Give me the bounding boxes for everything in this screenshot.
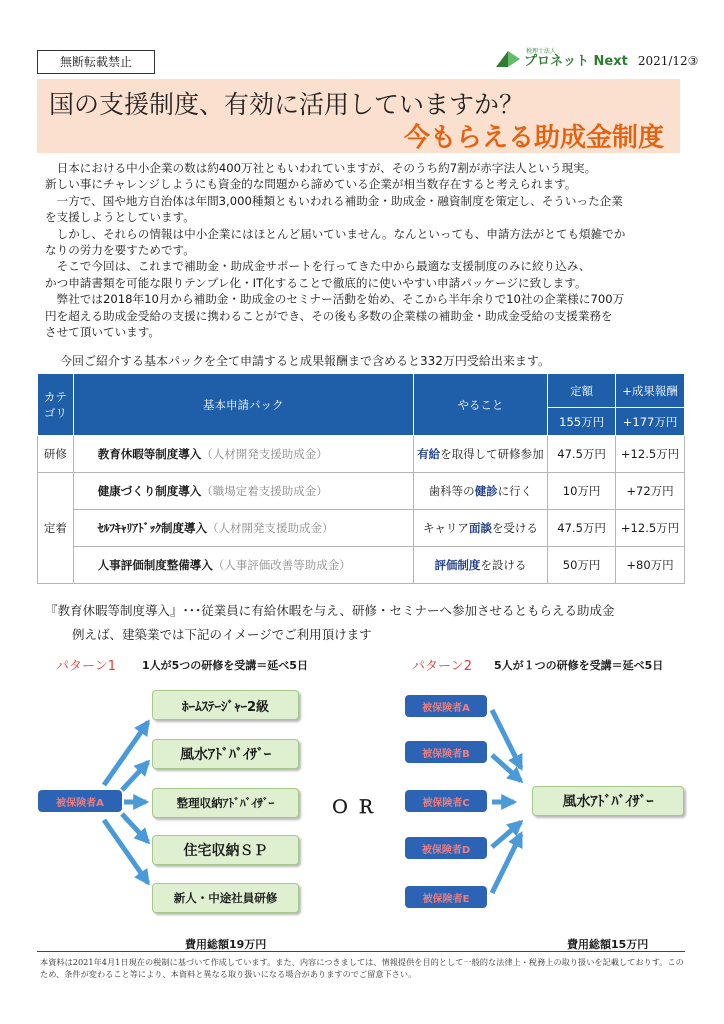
course-box: ﾎｰﾑｽﾃｰｼﾞｬｰ2級 (152, 690, 299, 720)
row-package: ｾﾙﾌｷｬﾘｱﾄﾞｯｸ制度導入（人材開発支援助成金） (73, 510, 413, 547)
course-box: 風水ｱﾄﾞﾊﾞｲｻﾞｰ (532, 786, 684, 816)
pattern1-source-insured: 被保険者A (38, 790, 122, 812)
pattern2-insured: 被保険者D (405, 837, 487, 859)
row-reward: +80万円 (616, 547, 685, 584)
row-action: 有給を取得して研修参加 (413, 436, 547, 473)
arrow-icon (122, 814, 148, 842)
row-fee: 47.5万円 (548, 436, 616, 473)
disclaimer-footnote: 本資料は2021年4月1日現在の税制に基づいて作成しています。また、内容につきましては、情報提供を目的として一般的な法律上・税務上の取り扱いを記載しておりす。このため、条件が変わること等により、本資料と異なる取り扱いになる場合がありますのでご留意下さい。 (40, 957, 684, 979)
page-title: 国の支援制度、有効に活用していますか？ (49, 90, 525, 119)
row-package: 人事評価制度整備導入（人事評価改善等助成金） (73, 547, 413, 584)
or-label: ＯＲ (331, 797, 383, 818)
header-fee: 定額 (548, 374, 616, 408)
footer-divider (37, 951, 685, 952)
no-reprint-stamp: 無断転載禁止 (37, 50, 155, 74)
header-package: 基本申請パック (73, 374, 413, 436)
pattern1-description: 1人が5つの研修を受講＝延べ5日 (142, 659, 308, 672)
pattern2-insured: 被保険者C (405, 790, 487, 812)
pattern1-title: パターン1 (56, 659, 117, 674)
row-fee: 10万円 (548, 473, 616, 510)
example-line: 例えば、建築業では下記のイメージでご利用頂けます (72, 627, 372, 642)
arrow-icon (104, 722, 148, 785)
intro-paragraph: 一方で、国や地方自治体は年間3,000種類ともいわれる補助金・助成金・融資制度を策定し、そういった企業 を支援しようとしています。 (45, 193, 623, 225)
pattern1-total-cost: 費用総額19万円 (185, 938, 267, 951)
total-reward: +177万円 (616, 408, 685, 436)
page-subtitle: 今もらえる助成金制度 (403, 123, 664, 153)
pattern2-total-cost: 費用総額15万円 (567, 938, 649, 951)
intro-paragraph: 日本における中小企業の数は約400万社ともいわれていますが、そのうち約7割が赤字法人という現実。 新しい事にチャレンジしようにも資金的な問題から諦めている企業が相当数存在すると考えられます。 (45, 161, 597, 192)
lead-sentence: 今回ご紹介する基本パックを全て申請すると成果報酬まで含めると332万円受給出来ます。 (60, 354, 550, 368)
course-box: 住宅収納ＳＰ (152, 835, 299, 865)
pattern2-insured: 被保険者B (405, 741, 487, 763)
row-fee: 47.5万円 (548, 510, 616, 547)
pattern2-insured: 被保険者A (405, 695, 487, 717)
issue-date: 2021/12③ (637, 54, 699, 68)
row-package: 健康づくり制度導入（職場定着支援助成金） (73, 473, 413, 510)
row-category: 研修 (38, 436, 74, 473)
row-fee: 50万円 (548, 547, 616, 584)
row-action: キャリア面談を受ける (413, 510, 547, 547)
course-box: 整理収納ｱﾄﾞﾊﾞｲｻﾞｰ (152, 788, 299, 818)
header-action: やること (413, 374, 547, 436)
pattern2-title: パターン2 (412, 659, 473, 674)
row-action: 歯科等の健診に行く (413, 473, 547, 510)
course-box: 風水ｱﾄﾞﾊﾞｲｻﾞｰ (152, 739, 299, 769)
arrow-icon (122, 762, 148, 790)
intro-paragraph: 弊社では2018年10月から補助金・助成金のセミナー活動を始め、そこから半年余りで10社の企業様に700万 円を超える助成金受給の支援に携わることができ、その後も多数の企業様の補助金・助成金受給の支援業務を させて頂いています。 (45, 292, 625, 340)
pattern2-description: 5人が１つの研修を受講＝延べ5日 (494, 659, 664, 672)
explanation-line: 『教育休暇等制度導入』･･･従業員に有給休暇を与え、研修・セミナーへ参加させるともらえる助成金 (45, 603, 615, 618)
arrow-icon (104, 820, 148, 883)
intro-paragraph: そこで今回は、これまで補助金・助成金サポートを行ってきた中から最適な支援制度のみに絞り込み、 かつ申請書類を可能な限りテンプレ化・IT化することで徹底的に使いやすい申請パッケージに致します。 (45, 259, 591, 290)
total-fee: 155万円 (548, 408, 616, 436)
pattern2-insured: 被保険者E (405, 886, 487, 908)
brand-subtitle: 税理士法人 (526, 47, 557, 55)
row-reward: +72万円 (616, 473, 685, 510)
row-category: 定着 (38, 473, 74, 584)
brand-name: プロネット Next (524, 53, 628, 69)
row-action: 評価制度を設ける (413, 547, 547, 584)
row-reward: +12.5万円 (616, 510, 685, 547)
header-reward: +成果報酬 (616, 374, 685, 408)
row-package: 教育休暇等制度導入（人材開発支援助成金） (73, 436, 413, 473)
intro-paragraph: しかし、それらの情報は中小企業にはほとんど届いていません。なんといっても、申請方法がとても煩雑でか なりの労力を要すためです。 (45, 226, 626, 258)
row-reward: +12.5万円 (616, 436, 685, 473)
course-box: 新人・中途社員研修 (152, 883, 299, 913)
header-category: カテ ゴリ (38, 374, 74, 436)
